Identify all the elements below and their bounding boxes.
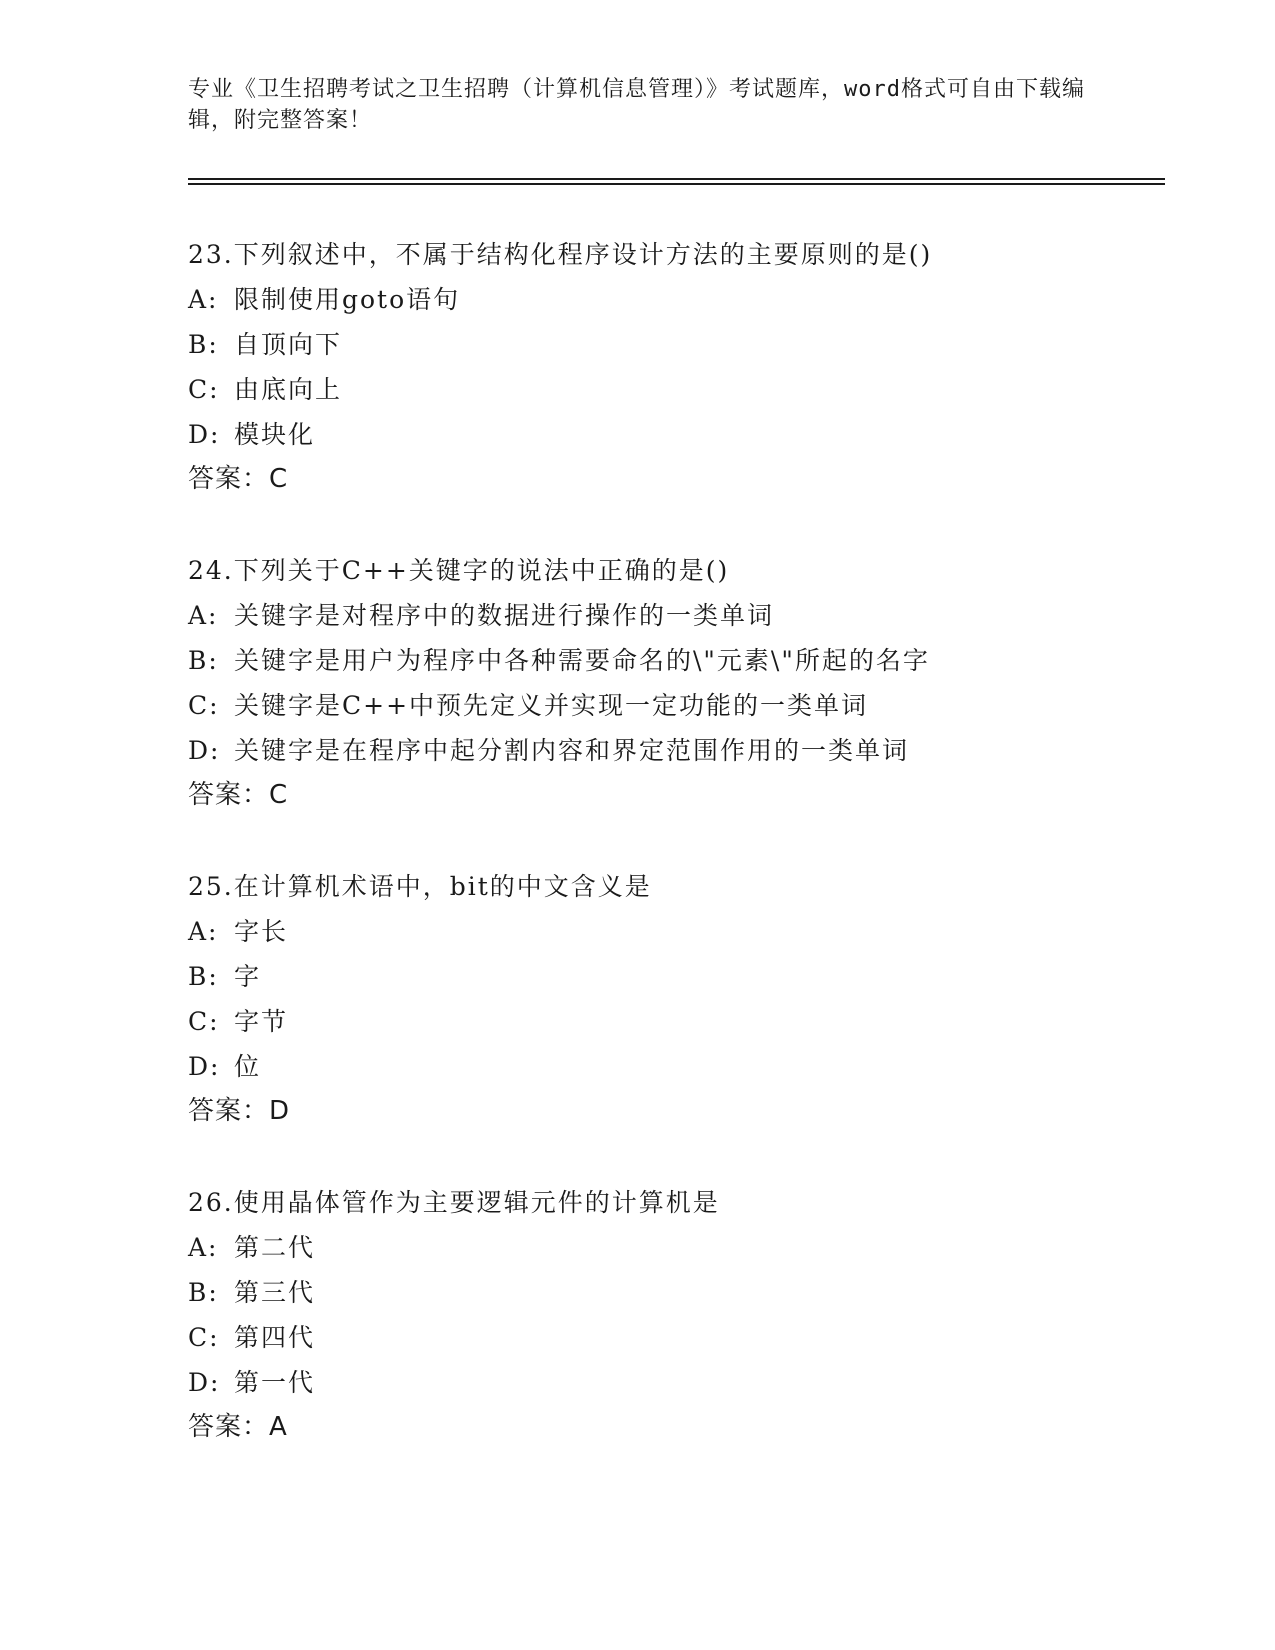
header-divider-top [188, 178, 1165, 180]
answer-line: 答案：C [188, 464, 289, 494]
option-a [188, 909, 1148, 954]
option-b [188, 954, 1148, 999]
option-letter: A: [188, 601, 219, 630]
option-c [188, 367, 1148, 412]
option-letter: B: [188, 646, 219, 675]
option-text: 第一代 [234, 1368, 316, 1397]
option-b [188, 322, 1148, 367]
option-letter: B: [188, 962, 219, 991]
option-letter: C: [188, 375, 220, 404]
option-text: 字长 [234, 917, 289, 946]
header-divider-bottom [188, 183, 1165, 185]
option-letter: B: [188, 330, 219, 359]
option-text: 字 [234, 962, 262, 991]
option-a [188, 593, 1148, 638]
option-letter: C: [188, 691, 220, 720]
question-26 [188, 1180, 1148, 1450]
option-text: 第二代 [234, 1233, 316, 1262]
question-23 [188, 232, 1148, 502]
option-letter: D: [188, 1052, 221, 1081]
option-d [188, 728, 1148, 773]
option-letter: D: [188, 1368, 221, 1397]
option-letter: D: [188, 420, 221, 449]
option-c [188, 683, 1148, 728]
option-text: 关键字是用户为程序中各种需要命名的\"元素\"所起的名字 [234, 646, 930, 675]
option-text: 关键字是C++中预先定义并实现一定功能的一类单词 [234, 691, 869, 720]
option-a [188, 1225, 1148, 1270]
option-text: 模块化 [234, 420, 316, 449]
option-text: 关键字是对程序中的数据进行操作的一类单词 [234, 601, 775, 630]
answer-line: 答案：A [188, 1412, 288, 1442]
option-letter: C: [188, 1323, 220, 1352]
option-c [188, 1315, 1148, 1360]
option-a [188, 277, 1148, 322]
option-text: 限制使用goto语句 [234, 285, 461, 314]
option-letter: A: [188, 917, 219, 946]
option-c [188, 999, 1148, 1044]
option-b [188, 638, 1148, 683]
option-text: 第四代 [234, 1323, 316, 1352]
answer-line: 答案：D [188, 1096, 291, 1126]
option-d [188, 412, 1148, 457]
option-letter: B: [188, 1278, 219, 1307]
question-stem: 23.下列叙述中，不属于结构化程序设计方法的主要原则的是() [188, 240, 933, 269]
option-text: 位 [234, 1052, 262, 1081]
document-header: 专业《卫生招聘考试之卫生招聘（计算机信息管理）》考试题库，word格式可自由下载编辑，附完整答案！ [188, 77, 1085, 133]
option-text: 关键字是在程序中起分割内容和界定范围作用的一类单词 [234, 736, 910, 765]
option-d [188, 1360, 1148, 1405]
option-text: 由底向上 [234, 375, 343, 404]
question-stem: 24.下列关于C++关键字的说法中正确的是() [188, 556, 730, 585]
option-text: 字节 [234, 1007, 289, 1036]
answer-line: 答案：C [188, 780, 289, 810]
option-b [188, 1270, 1148, 1315]
question-stem: 25.在计算机术语中，bit的中文含义是 [188, 872, 652, 901]
question-25 [188, 864, 1148, 1134]
option-text: 第三代 [234, 1278, 316, 1307]
option-letter: C: [188, 1007, 220, 1036]
option-letter: A: [188, 1233, 219, 1262]
question-24 [188, 548, 1148, 818]
option-d [188, 1044, 1148, 1089]
option-letter: A: [188, 285, 219, 314]
option-letter: D: [188, 736, 221, 765]
option-text: 自顶向下 [234, 330, 343, 359]
question-stem: 26.使用晶体管作为主要逻辑元件的计算机是 [188, 1188, 720, 1217]
